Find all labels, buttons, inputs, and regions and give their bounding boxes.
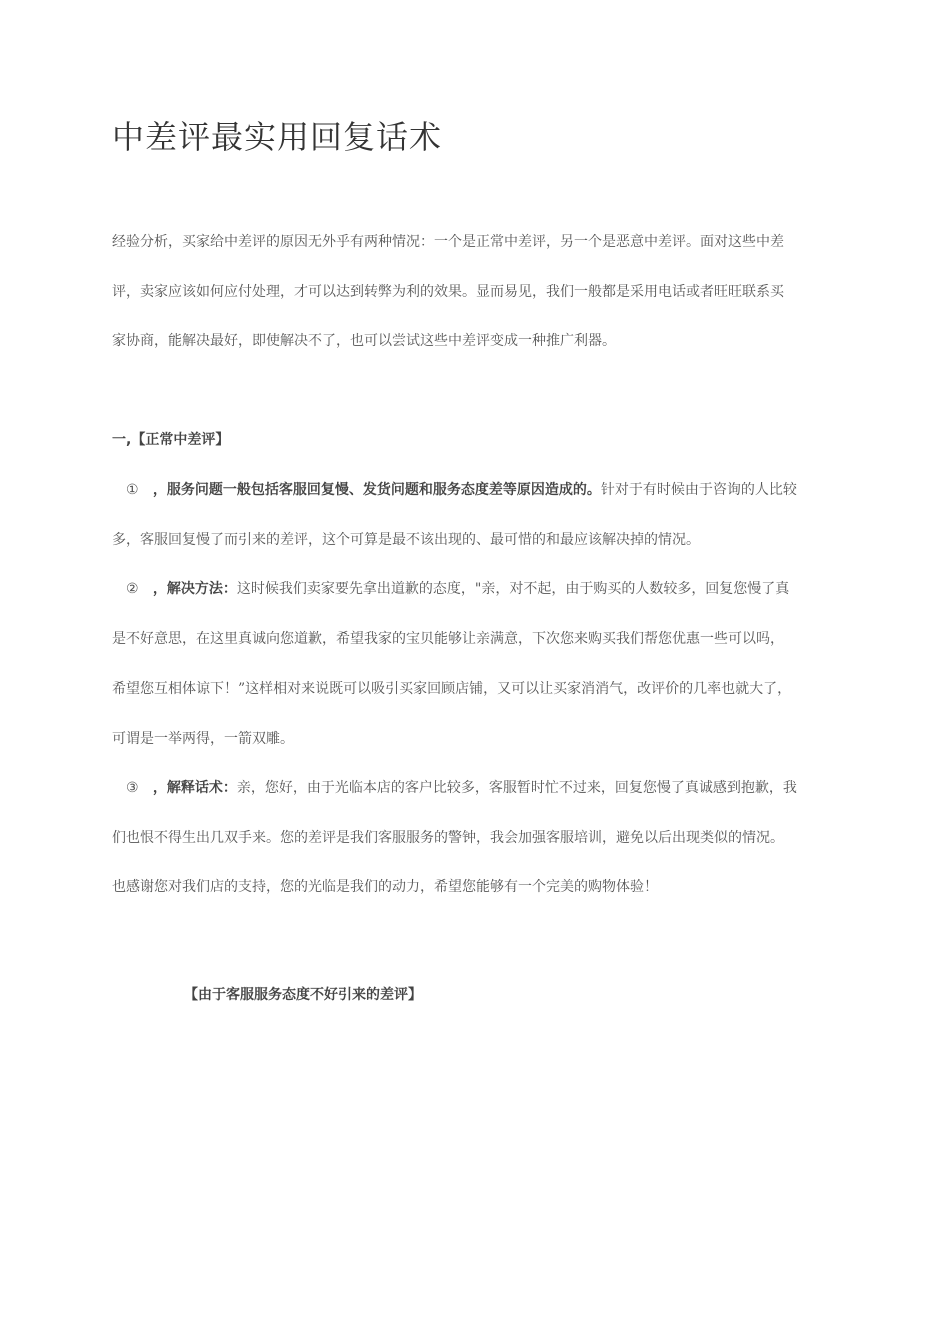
item-2-line-4: 可谓是一举两得，一箭双雕。 (112, 731, 294, 747)
item-3-line-3: 也感谢您对我们店的支持，您的光临是我们的动力，希望您能够有一个完美的购物体验！ (112, 879, 658, 895)
item-1-text: 针对于有时候由于咨询的人比较 (600, 482, 797, 498)
section-heading: 一,【正常中差评】 (112, 432, 230, 448)
item-1-number: ① (126, 482, 139, 498)
item-2-bold: ，解决方法： (148, 581, 237, 597)
intro-line-1: 经验分析，买家给中差评的原因无外乎有两种情况：一个是正常中差评，另一个是恶意中差评。面对这些中差 (112, 234, 784, 250)
item-1-bold: ，服务问题一般包括客服回复慢、发货问题和服务态度差等原因造成的。 (148, 482, 601, 498)
item-3-line-2: 们也恨不得生出几双手来。您的差评是我们客服服务的警钟，我会加强客服培训，避免以后出现类似的情况。 (112, 830, 784, 846)
item-3-line-1 (126, 778, 866, 798)
item-3-number: ③ (126, 780, 139, 796)
item-2-text: 这时候我们卖家要先拿出道歉的态度，"亲，对不起，由于购买的人数较多，回复您慢了真 (236, 581, 790, 597)
item-2-line-2: 是不好意思，在这里真诚向您道歉，希望我家的宝贝能够让亲满意，下次您来购买我们帮您优惠一些可以吗， (112, 631, 784, 647)
intro-line-2: 评，卖家应该如何应付处理，才可以达到转弊为利的效果。显而易见，我们一般都是采用电话或者旺旺联系买 (112, 284, 784, 300)
item-2-line-1 (126, 579, 866, 599)
intro-line-3: 家协商，能解决最好，即使解决不了，也可以尝试这些中差评变成一种推广利器。 (112, 333, 616, 349)
page-title: 中差评最实用回复话术 (112, 118, 443, 156)
item-2-number: ② (126, 581, 139, 597)
item-2-line-3: 希望您互相体谅下！”这样相对来说既可以吸引买家回顾店铺，又可以让买家消消气，改评价的几率也就大了， (112, 681, 792, 697)
item-3-bold: ，解释话术： (148, 780, 237, 796)
item-1-line-1 (126, 480, 866, 500)
sub-heading: 【由于客服服务态度不好引来的差评】 (184, 987, 422, 1003)
item-3-text: 亲，您好，由于光临本店的客户比较多，客服暂时忙不过来，回复您慢了真诚感到抱歉，我 (236, 780, 797, 796)
item-1-line-2: 多，客服回复慢了而引来的差评，这个可算是最不该出现的、最可惜的和最应该解决掉的情况。 (112, 532, 700, 548)
